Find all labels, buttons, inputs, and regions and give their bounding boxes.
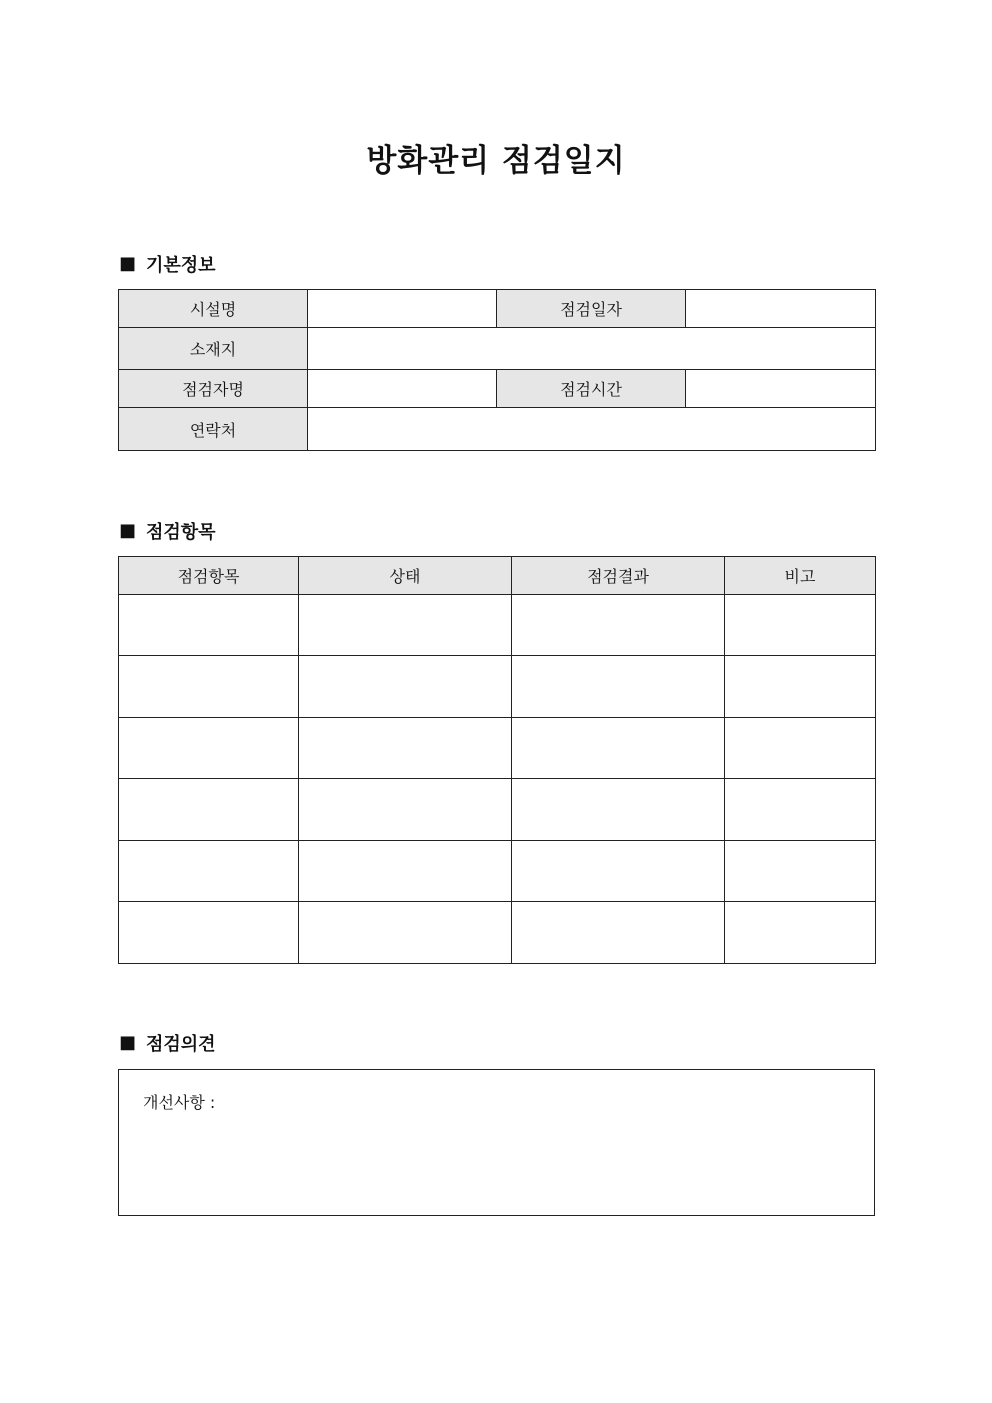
basic-info-row-facility xyxy=(119,290,876,328)
status-cell[interactable] xyxy=(299,718,512,779)
note-cell[interactable] xyxy=(725,718,876,779)
basic-info-heading xyxy=(119,251,216,277)
result-cell[interactable] xyxy=(512,902,725,964)
inspection-time-label: 점검시간 xyxy=(497,370,686,408)
item-cell[interactable] xyxy=(119,595,299,656)
location-label: 소재지 xyxy=(119,328,308,370)
item-cell[interactable] xyxy=(119,718,299,779)
table-row xyxy=(119,595,876,656)
note-cell[interactable] xyxy=(725,841,876,902)
note-cell[interactable] xyxy=(725,595,876,656)
inspection-items-heading-label: 점검항목 xyxy=(146,522,216,543)
inspector-label: 점검자명 xyxy=(119,370,308,408)
result-cell[interactable] xyxy=(512,656,725,718)
table-row xyxy=(119,841,876,902)
page-title: 방화관리 점검일지 xyxy=(366,143,626,179)
inspection-date-field[interactable] xyxy=(686,290,876,328)
inspector-field[interactable] xyxy=(308,370,497,408)
result-cell[interactable] xyxy=(512,718,725,779)
status-cell[interactable] xyxy=(299,595,512,656)
result-cell[interactable] xyxy=(512,779,725,841)
column-header-result: 점검결과 xyxy=(512,557,725,595)
item-cell[interactable] xyxy=(119,779,299,841)
column-header-note: 비고 xyxy=(725,557,876,595)
table-row xyxy=(119,779,876,841)
facility-name-label: 시설명 xyxy=(119,290,308,328)
opinion-box[interactable] xyxy=(118,1069,875,1216)
opinion-heading-label: 점검의견 xyxy=(146,1034,216,1055)
item-cell[interactable] xyxy=(119,902,299,964)
inspection-items-table xyxy=(118,556,876,964)
basic-info-row-location xyxy=(119,328,876,370)
column-header-status: 상태 xyxy=(299,557,512,595)
status-cell[interactable] xyxy=(299,656,512,718)
square-bullet-icon: ■ xyxy=(119,253,137,274)
table-row xyxy=(119,656,876,718)
inspection-items-heading xyxy=(119,518,216,544)
square-bullet-icon: ■ xyxy=(119,520,137,541)
result-cell[interactable] xyxy=(512,595,725,656)
note-cell[interactable] xyxy=(725,902,876,964)
basic-info-row-inspector xyxy=(119,370,876,408)
status-cell[interactable] xyxy=(299,779,512,841)
basic-info-heading-label: 기본정보 xyxy=(146,255,216,276)
note-cell[interactable] xyxy=(725,656,876,718)
contact-label: 연락처 xyxy=(119,408,308,451)
location-field[interactable] xyxy=(308,328,876,370)
facility-name-field[interactable] xyxy=(308,290,497,328)
item-cell[interactable] xyxy=(119,656,299,718)
table-row xyxy=(119,902,876,964)
column-header-item: 점검항목 xyxy=(119,557,299,595)
table-row xyxy=(119,718,876,779)
status-cell[interactable] xyxy=(299,902,512,964)
improvement-label: 개선사항 : xyxy=(143,1093,216,1112)
status-cell[interactable] xyxy=(299,841,512,902)
opinion-heading xyxy=(119,1030,216,1056)
basic-info-row-contact xyxy=(119,408,876,451)
inspection-date-label: 점검일자 xyxy=(497,290,686,328)
contact-field[interactable] xyxy=(308,408,876,451)
note-cell[interactable] xyxy=(725,779,876,841)
basic-info-table xyxy=(118,289,876,451)
item-cell[interactable] xyxy=(119,841,299,902)
result-cell[interactable] xyxy=(512,841,725,902)
inspection-items-header-row xyxy=(119,557,876,595)
inspection-time-field[interactable] xyxy=(686,370,876,408)
square-bullet-icon: ■ xyxy=(119,1032,137,1053)
